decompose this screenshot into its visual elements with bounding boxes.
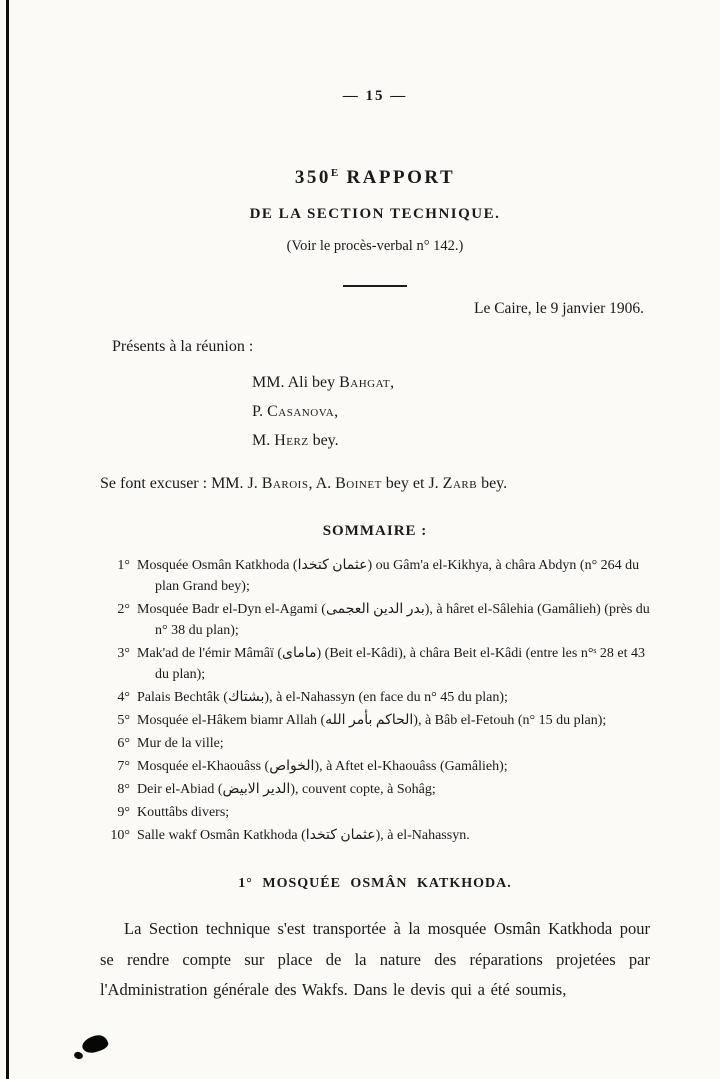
sommaire-item-number: 6° <box>117 736 130 751</box>
sommaire-item <box>100 710 650 731</box>
sommaire-heading: SOMMAIRE : <box>322 523 428 539</box>
attendee-name: Bahgat <box>339 374 391 391</box>
attendees-list <box>100 368 650 455</box>
sommaire-item <box>100 825 650 846</box>
sommaire-item-number: 3° <box>117 646 130 661</box>
scan-edge-artifact <box>6 0 9 1079</box>
excused-name: Zarb <box>442 475 478 492</box>
excused-name: Barois <box>261 475 309 492</box>
sommaire-item-text: Deir el-Abiad (الدير الابيض), couvent copte, à Sohâg; <box>137 782 436 797</box>
proces-verbal-reference: (Voir le procès-verbal n° 142.) <box>286 238 464 254</box>
attendee-name: Herz <box>274 432 309 449</box>
excused-text: bey et J. <box>381 475 443 492</box>
sommaire-item <box>100 643 650 685</box>
attendee-name: Casanova <box>267 403 335 420</box>
report-title-superscript: E <box>330 167 340 179</box>
attendee-suffix: , <box>334 403 339 420</box>
sommaire-item-text: Kouttâbs divers; <box>137 805 230 820</box>
sommaire-item <box>100 687 650 708</box>
page-content <box>100 0 650 1006</box>
excused-line <box>100 475 650 493</box>
sommaire-list <box>100 555 650 846</box>
attendee-line <box>252 397 650 426</box>
sommaire-item-text: Mak'ad de l'émir Mâmâï (ماماى) (Beit el-Kâdi), à châra Beit el-Kâdi (entre les n°ˢ 28 et 43 du plan); <box>137 646 645 682</box>
attendee-prefix: MM. Ali bey <box>252 374 340 391</box>
sommaire-item-text: Palais Bechtâk (بشتاك), à el-Nahassyn (en face du n° 45 du plan); <box>137 690 508 705</box>
sommaire-item-number: 4° <box>117 690 130 705</box>
sommaire-item <box>100 555 650 597</box>
sommaire-item <box>100 756 650 777</box>
ink-stain-artifact <box>80 1033 109 1055</box>
report-title-number: 350 <box>294 167 331 188</box>
sommaire-item-number: 5° <box>117 713 130 728</box>
ink-stain-dot-artifact <box>73 1051 84 1061</box>
sommaire-item-text: Mosquée Osmân Katkhoda (عثمان كتخدا) ou Gâm'a el-Kikhya, à châra Abdyn (n° 264 du plan Grand bey); <box>137 558 640 594</box>
sommaire-item-number: 1° <box>117 558 130 573</box>
sommaire-item-text: Mur de la ville; <box>137 736 224 751</box>
excused-text: Se font excuser : MM. J. <box>100 475 262 492</box>
separator-rule <box>343 285 407 287</box>
sommaire-item <box>100 599 650 641</box>
sommaire-item-number: 10° <box>110 828 130 843</box>
sommaire-item-number: 7° <box>117 759 130 774</box>
attendee-prefix: P. <box>252 403 268 420</box>
body-paragraph: La Section technique s'est transportée à la mosquée Osmân Katkhoda pour se rendre compte sur place de la nature des réparations projetées par l'Administration générale des Wakfs. Dans le devis qui a été soumis, <box>100 919 650 999</box>
attendee-suffix: , <box>390 374 395 391</box>
excused-name: Boinet <box>335 475 382 492</box>
sommaire-item <box>100 733 650 754</box>
report-title-text: RAPPORT <box>339 167 456 188</box>
attendee-prefix: M. <box>252 432 275 449</box>
sommaire-item-text: Salle wakf Osmân Katkhoda (عثمان كتخدا), à el-Nahassyn. <box>137 828 470 843</box>
attendee-line <box>252 426 650 455</box>
attendee-suffix: bey. <box>308 432 339 449</box>
sommaire-item-number: 9° <box>117 805 130 820</box>
report-subtitle: DE LA SECTION TECHNIQUE. <box>249 206 501 222</box>
sommaire-item-text: Mosquée el-Khaouâss (الخواص), à Aftet el-Khaouâss (Gamâlieh); <box>137 759 508 774</box>
sommaire-item-number: 8° <box>117 782 130 797</box>
sommaire-item-text: Mosquée Badr el-Dyn el-Agami (بدر الدين العجمى), à hâret el-Sâlehia (Gamâlieh) (près du n° 38 du plan); <box>137 602 650 638</box>
attendee-line <box>252 368 650 397</box>
dateline: Le Caire, le 9 janvier 1906. <box>473 300 644 317</box>
sommaire-item <box>100 802 650 823</box>
excused-text: , A. <box>308 475 336 492</box>
sommaire-item-text: Mosquée el-Hâkem biamr Allah (الحاكم بأمر الله), à Bâb el-Fetouh (n° 15 du plan); <box>137 713 607 728</box>
report-title <box>100 167 650 189</box>
sommaire-item <box>100 779 650 800</box>
section-heading: 1° MOSQUÉE OSMÂN KATKHODA. <box>238 876 512 891</box>
excused-text: bey. <box>477 475 508 492</box>
sommaire-item-number: 2° <box>117 602 130 617</box>
present-label: Présents à la réunion : <box>112 338 254 355</box>
page-number: — 15 — <box>342 88 408 104</box>
